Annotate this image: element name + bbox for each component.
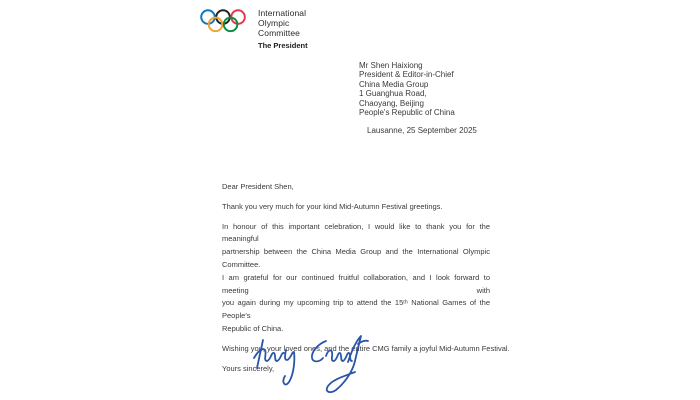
signature-handwriting [248,334,393,398]
paragraph-wishes: Wishing you, your loved ones, and the entire CMG family a joyful Mid-Autumn Festival. [222,343,510,353]
recipient-city: Chaoyang, Beijing [359,98,424,108]
org-name [258,9,306,38]
recipient-title: President & Editor-in-Chief [359,70,454,80]
recipient-street: 1 Guanghua Road, [359,89,427,99]
paragraph-main-line-3: I am grateful for our continued fruitful collaboration, and I look forward to meeting with [222,272,490,295]
org-name-line-1: International [258,8,307,18]
olympic-rings-icon [200,8,247,34]
ring-black [216,10,230,24]
ring-yellow [209,18,223,32]
paragraph-main-line-4: you again during my upcoming trip to attend the 15ᵗʰ National Games of the People's [222,298,490,321]
ring-red [231,10,245,24]
sender-title: The President [258,41,308,50]
paragraph-main-line-2: partnership between the China Media Group and the International Olympic Committee. [222,247,490,269]
recipient-org: China Media Group [359,79,429,89]
ring-blue [201,10,215,24]
paragraph-thanks: Thank you very much for your kind Mid-Autumn Festival greetings. [222,201,443,211]
org-name-line-2: Olympic [258,17,290,28]
ring-green [224,18,238,32]
signature-strokes [254,336,368,392]
paragraph-main-line-1: In honour of this important celebration, I would like to thank you for the meaningful [222,221,490,244]
recipient-name: Mr Shen Haixiong [359,61,423,70]
salutation: Dear President Shen, [222,182,294,191]
org-name-line-3: Committee [258,27,300,38]
paragraph-main-line-5: Republic of China. [222,323,284,333]
recipient-country: People's Republic of China [359,108,455,118]
recipient-address [359,61,455,117]
paragraph-main [222,221,490,336]
date-line: Lausanne, 25 September 2025 [367,126,477,135]
closing: Yours sincerely, [222,363,275,373]
